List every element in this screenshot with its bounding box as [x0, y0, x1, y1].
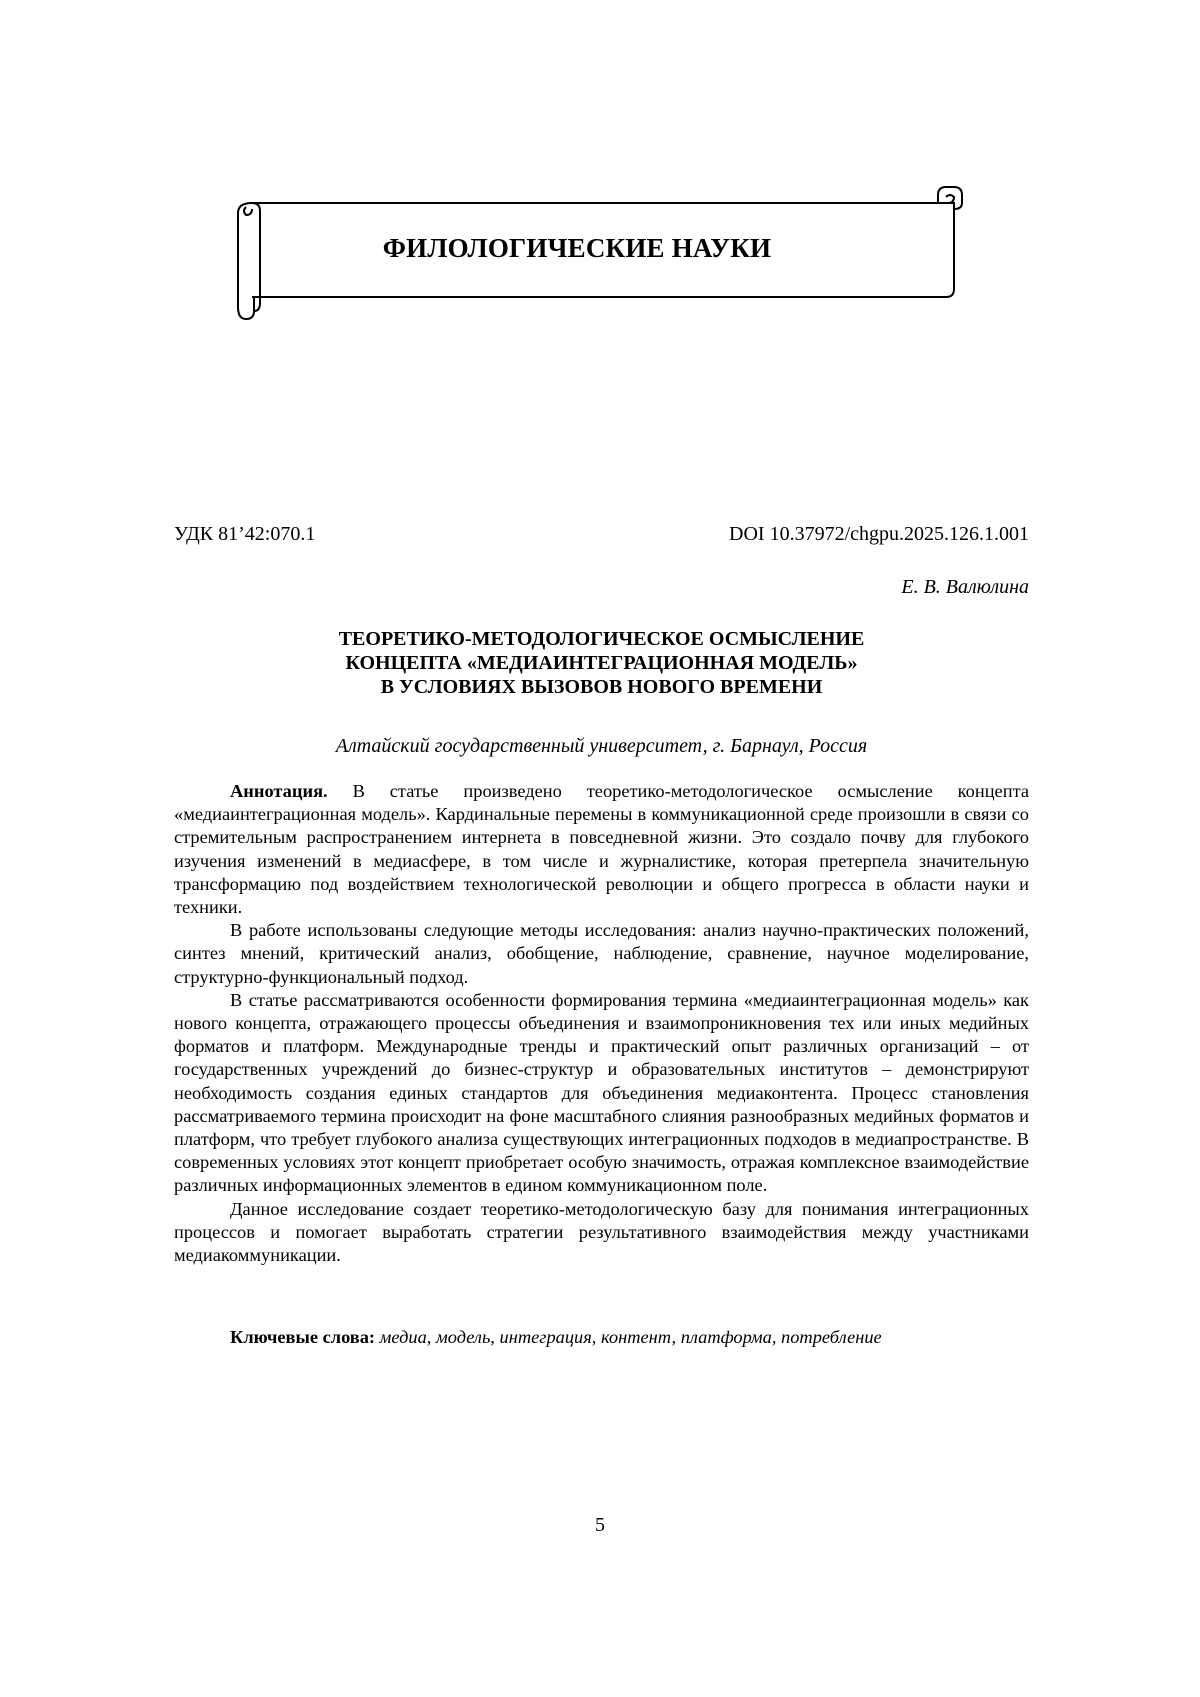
- abstract-paragraph: Данное исследование создает теоретико-методологическую базу для понимания интеграционных процессов и помогает выработать стратегии результативного взаимодействия между участниками медиакоммуникации.: [174, 1198, 1029, 1266]
- article-title: [174, 627, 1029, 699]
- abstract-paragraph: В работе использованы следующие методы исследования: анализ научно-практических положений, синтез мнений, критический анализ, обобщение, наблюдение, сравнение, научное моделирование, структурно-функциональный подход.: [174, 920, 1029, 987]
- abstract-paragraph: В статье рассматриваются особенности формирования термина «медиаинтеграционная модель» как нового концепта, отражающего процессы объединения и взаимопроникновения тех или иных медийных форматов и платформ. Международные тренды и практический опыт различных организаций – от государственных учреждений до бизнес-структур и образовательных институтов – демонстрируют необходимость создания единых стандартов для объединения медиаконтента. Процесс становления рассматриваемого термина происходит на фоне масштабного слияния разнообразных медийных форматов и платформ, что требует глубокого анализа существующих интеграционных подходов в медиапространстве. В современных условиях этот концепт приобретает особую значимость, отражая комплексное взаимодействие различных информационных элементов в едином коммуникационном поле.: [174, 989, 1029, 1196]
- affiliation: Алтайский государственный университет, г. Барнаул, Россия: [335, 735, 868, 757]
- keywords-label: Ключевые слова:: [230, 1327, 376, 1347]
- doi: DOI 10.37972/chgpu.2025.126.1.001: [729, 523, 1029, 545]
- section-banner: [232, 185, 970, 325]
- author-name: Е. В. Валюлина: [901, 576, 1029, 598]
- udc-code: УДК 81’42:070.1: [174, 523, 316, 545]
- abstract-text: В статье произведено теоретико-методологическое осмысление концепта «медиаинтеграционная модель». Кардинальные перемены в коммуникационной среде произошли в связи со стремительным распространением интернета в повседневной жизни. Это создало почву для глубокого изучения изменений в медиасфере, в том числе и журналистике, которая претерпела значительную трансформацию под воздействием технологической революции и общего прогресса в области науки и техники.: [174, 781, 1029, 918]
- abstract-paragraph: [174, 780, 1029, 919]
- section-title: ФИЛОЛОГИЧЕСКИЕ НАУКИ: [382, 233, 772, 263]
- article-title-line: В УСЛОВИЯХ ВЫЗОВОВ НОВОГО ВРЕМЕНИ: [380, 676, 823, 698]
- abstract: [174, 780, 1029, 1267]
- keywords-list: медиа, модель, интеграция, контент, платформа, потребление: [379, 1327, 882, 1347]
- abstract-label: Аннотация.: [230, 781, 328, 801]
- article-title-line: КОНЦЕПТА «МЕДИАИНТЕГРАЦИОННАЯ МОДЕЛЬ»: [345, 652, 858, 674]
- page-number: 5: [595, 1514, 605, 1536]
- keywords: [174, 1326, 1029, 1349]
- article-title-line: ТЕОРЕТИКО-МЕТОДОЛОГИЧЕСКОЕ ОСМЫСЛЕНИЕ: [338, 628, 865, 650]
